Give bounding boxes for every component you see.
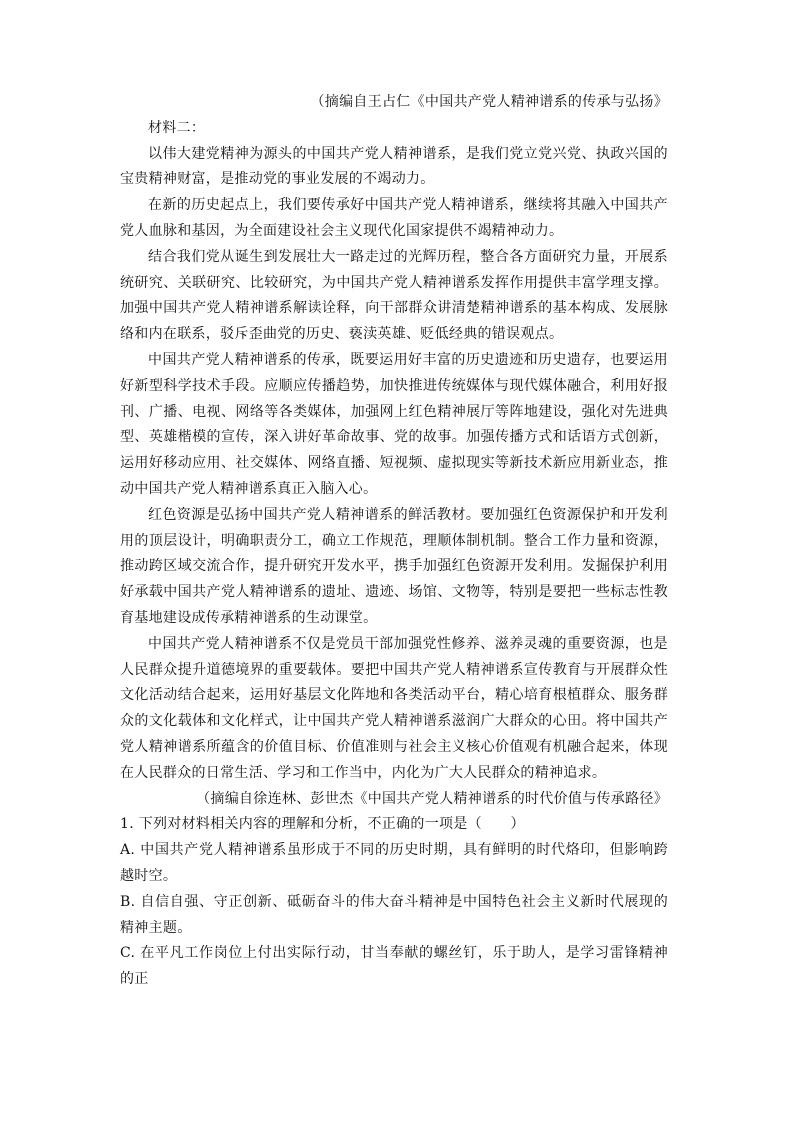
document-page xyxy=(120,90,668,993)
paragraph-4: 中国共产党人精神谱系的传承，既要运用好丰富的历史遗迹和历史遗存，也要运用好新型科学技术手段。应顺应传播趋势，加快推进传统媒体与现代媒体融合，利用好报刊、广播、电视、网络等各类媒体，加强网上红色精神展厅等阵地建设，强化对先进典型、英雄楷模的宣传，深入讲好革命故事、党的故事。加强传播方式和话语方式创新，运用好移动应用、社交媒体、网络直播、短视频、虚拟现实等新技术新应用新业态，推动中国共产党人精神谱系真正入脑入心。 xyxy=(120,351,668,497)
paragraph-2: 在新的历史起点上，我们要传承好中国共产党人精神谱系，继续将其融入中国共产党人血脉和基因，为全面建设社会主义现代化国家提供不竭精神动力。 xyxy=(120,197,668,239)
paragraph-6: 中国共产党人精神谱系不仅是党员干部加强党性修养、滋养灵魂的重要资源，也是人民群众提升道德境界的重要载体。要把中国共产党人精神谱系宣传教育与开展群众性文化活动结合起来，运用好基层文化阵地和各类活动平台，精心培育根植群众、服务群众的文化载体和文化样式，让中国共产党人精神谱系滋润广大群众的心田。将中国共产党人精神谱系所蕴含的价值目标、价值准则与社会主义核心价值观有机融合起来，体现在人民群众的日常生活、学习和工作当中，内化为广大人民群众的精神追求。 xyxy=(120,635,668,781)
question-stem: 1. 下列对材料相关内容的理解和分析，不正确的一项是（ ） xyxy=(120,816,525,833)
material-heading: 材料二： xyxy=(148,119,206,136)
question-option-c: C. 在平凡工作岗位上付出实际行动，甘当奉献的螺丝钉，乐于助人，是学习雷锋精神的正 xyxy=(120,945,668,988)
paragraph-3: 结合我们党从诞生到发展壮大一路走过的光辉历程，整合各方面研究力量，开展系统研究、关联研究、比较研究，为中国共产党人精神谱系发挥作用提供丰富学理支撑。加强中国共产党人精神谱系解读诠释，向干部群众讲清楚精神谱系的基本构成、发展脉络和内在联系，驳斥歪曲党的历史、亵渎英雄、贬低经典的错误观点。 xyxy=(120,248,668,343)
paragraph-5: 红色资源是弘扬中国共产党人精神谱系的鲜活教材。要加强红色资源保护和开发利用的顶层设计，明确职责分工，确立工作规范，理顺体制机制。整合工作力量和资源，推动跨区域交流合作，提升研究开发水平，携手加强红色资源开发利用。发掘保护利用好承载中国共产党人精神谱系的遗址、遗迹、场馆、文物等，特别是要把一些标志性教育基地建设成传承精神谱系的生动课堂。 xyxy=(120,506,668,626)
source-citation-2: （摘编自徐连林、彭世杰《中国共产党人精神谱系的时代价值与传承路径》 xyxy=(196,790,668,807)
paragraph-1: 以伟大建党精神为源头的中国共产党人精神谱系，是我们党立党兴党、执政兴国的宝贵精神财富，是推动党的事业发展的不竭动力。 xyxy=(120,145,668,188)
source-citation-1: （摘编自王占仁《中国共产党人精神谱系的传承与弘扬》 xyxy=(310,94,668,110)
question-option-a: A. 中国共产党人精神谱系虽形成于不同的历史时期，具有鲜明的时代烙印，但影响跨越时空。 xyxy=(120,842,668,884)
question-option-b: B. 自信自强、守正创新、砥砺奋斗的伟大奋斗精神是中国特色社会主义新时代展现的精神主题。 xyxy=(120,893,668,936)
